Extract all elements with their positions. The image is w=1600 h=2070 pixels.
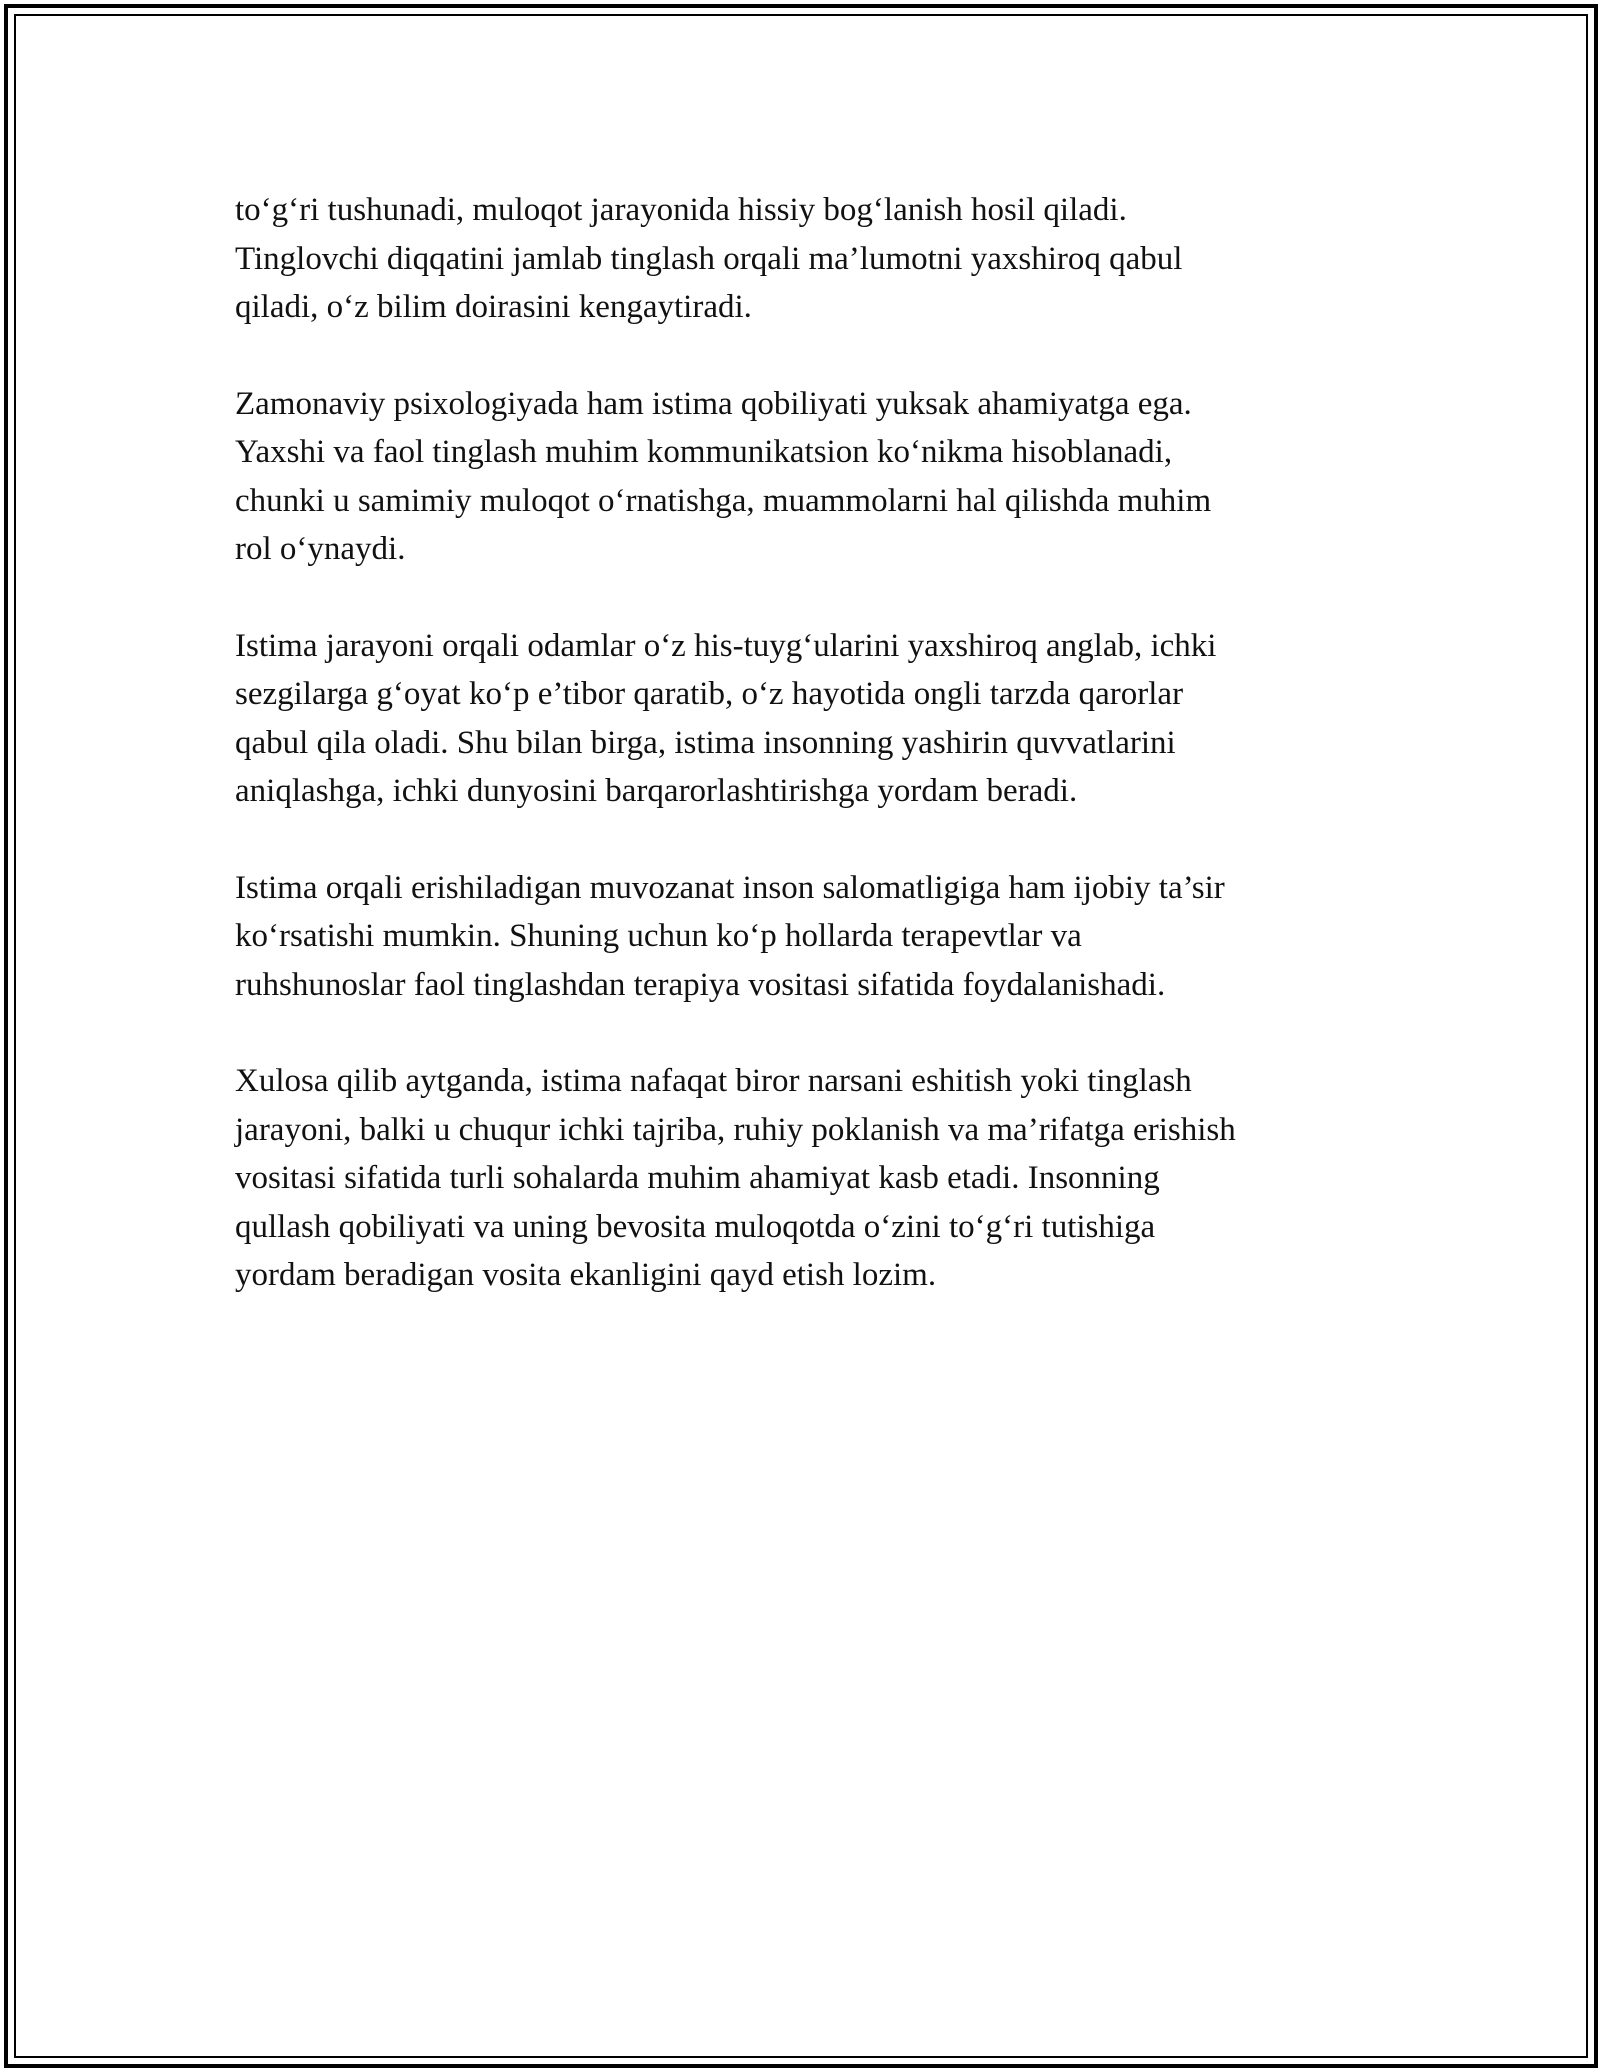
text-line: qullash qobiliyati va uning bevosita muloqotda o‘zini to‘g‘ri tutishiga [235,1208,1156,1245]
paragraph-2 [235,380,1365,574]
text-line: rol o‘ynaydi. [235,531,406,567]
text-line: aniqlashga, ichki dunyosini barqarorlashtirishga yordam beradi. [235,773,1078,809]
text-line: to‘g‘ri tushunadi, muloqot jarayonida hissiy bog‘lanish hosil qiladi. [235,192,1127,228]
text-line: vositasi sifatida turli sohalarda muhim ahamiyat kasb etadi. Insonning [235,1160,1160,1196]
text-line: ruhshunoslar faol tinglashdan terapiya vositasi sifatida foydalanishadi. [235,966,1166,1003]
text-line: Istima orqali erishiladigan muvozanat inson salomatligiga ham ijobiy ta’sir [235,869,1225,906]
paragraph-1 [235,186,1365,332]
text-line: Yaxshi va faol tinglash muhim kommunikatsion ko‘nikma hisoblanadi, [235,434,1173,470]
text-line: ko‘rsatishi mumkin. Shuning uchun ko‘p hollarda terapevtlar va [235,918,1082,954]
text-line: jarayoni, balki u chuqur ichki tajriba, ruhiy poklanish va ma’rifatga erishish [235,1111,1236,1148]
paragraph-5 [235,1057,1365,1300]
text-line: Zamonaviy psixologiyada ham istima qobiliyati yuksak ahamiyatga ega. [235,385,1192,422]
paragraph-3 [235,622,1365,816]
document-body [235,186,1365,1348]
text-line: Tinglovchi diqqatini jamlab tinglash orqali ma’lumotni yaxshiroq qabul [235,240,1183,277]
paragraph-4 [235,864,1365,1010]
text-line: Istima jarayoni orqali odamlar o‘z his-tuyg‘ularini yaxshiroq anglab, ichki [235,627,1217,664]
text-line: qiladi, o‘z bilim doirasini kengaytiradi. [235,289,752,325]
text-line: Xulosa qilib aytganda, istima nafaqat biror narsani eshitish yoki tinglash [235,1063,1192,1099]
text-line: yordam beradigan vosita ekanligini qayd etish lozim. [235,1257,937,1293]
text-line: sezgilarga g‘oyat ko‘p e’tibor qaratib, o‘z hayotida ongli tarzda qarorlar [235,676,1184,712]
text-line: qabul qila oladi. Shu bilan birga, istima insonning yashirin quvvatlarini [235,724,1176,761]
text-line: chunki u samimiy muloqot o‘rnatishga, muammolarni hal qilishda muhim [235,482,1212,519]
